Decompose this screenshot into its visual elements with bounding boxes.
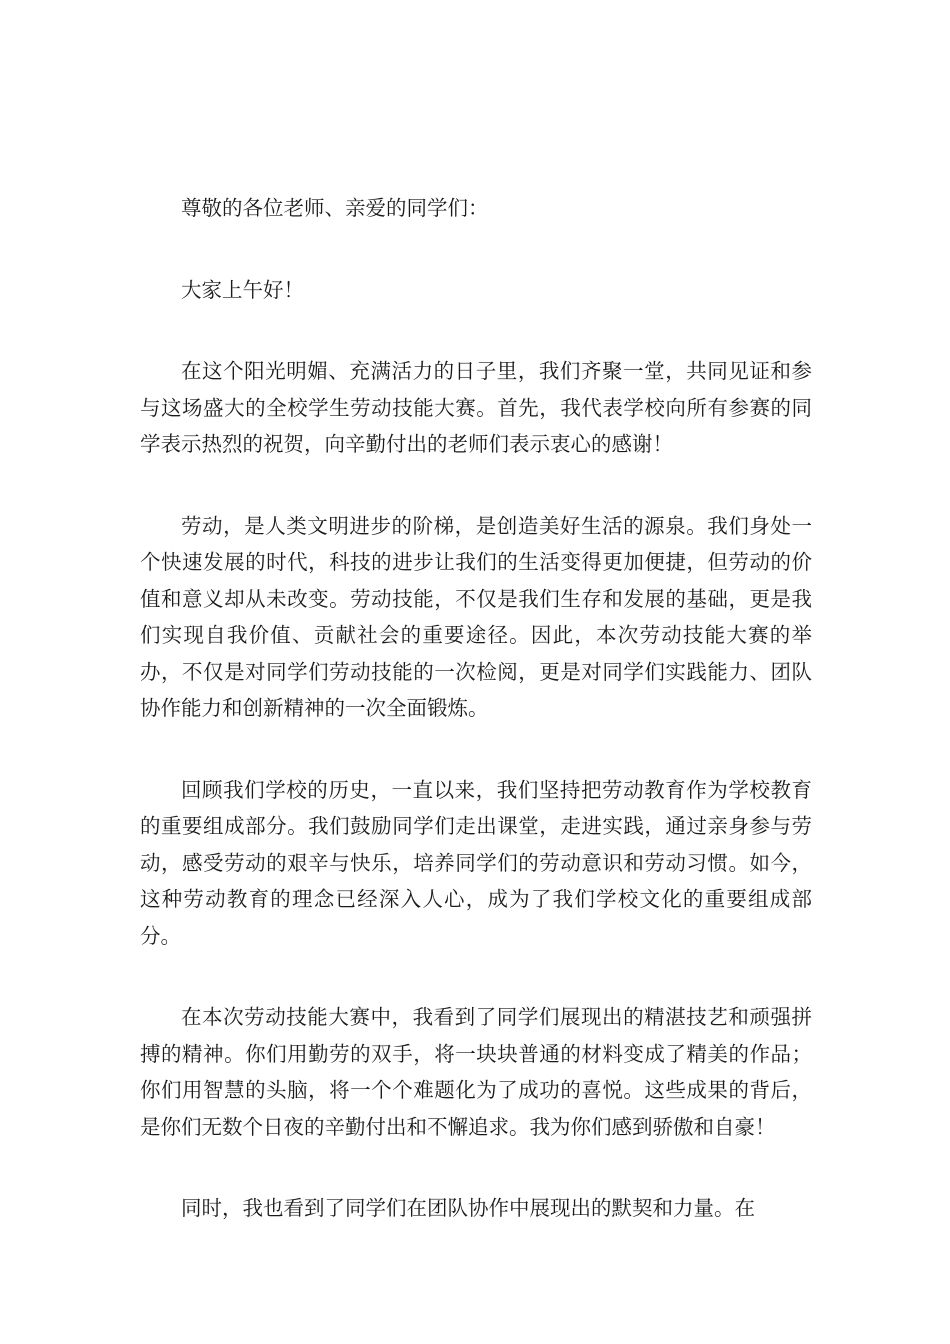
paragraph-opening: 在这个阳光明媚、充满活力的日子里，我们齐聚一堂，共同见证和参与这场盛大的全校学生劳动技能大赛。首先，我代表学校向所有参赛的同学表示热烈的祝贺，向辛勤付出的老师们表示衷心的感谢！ xyxy=(140,359,812,456)
paragraph-labor-value: 劳动，是人类文明进步的阶梯，是创造美好生活的源泉。我们身处一个快速发展的时代，科技的进步让我们的生活变得更加便捷，但劳动的价值和意义却从未改变。劳动技能，不仅是我们生存和发展的基础，更是我们实现自我价值、贡献社会的重要途径。因此，本次劳动技能大赛的举办，不仅是对同学们劳动技能的一次检阅，更是对同学们实践能力、团队协作能力和创新精神的一次全面锻炼。 xyxy=(140,513,812,720)
paragraph-school-history: 回顾我们学校的历史，一直以来，我们坚持把劳动教育作为学校教育的重要组成部分。我们鼓励同学们走出课堂，走进实践，通过亲身参与劳动，感受劳动的艰辛与快乐，培养同学们的劳动意识和劳动习惯。如今，这种劳动教育的理念已经深入人心，成为了我们学校文化的重要组成部分。 xyxy=(140,777,812,948)
greeting: 大家上午好！ xyxy=(181,277,304,302)
speech-body xyxy=(140,190,812,1227)
salutation: 尊敬的各位老师、亲爱的同学们： xyxy=(181,196,489,220)
paragraph-teamwork: 同时，我也看到了同学们在团队协作中展现出的默契和力量。在 xyxy=(181,1196,755,1220)
paragraph-competition: 在本次劳动技能大赛中，我看到了同学们展现出的精湛技艺和顽强拼搏的精神。你们用勤劳的双手，将一块块普通的材料变成了精美的作品；你们用智慧的头脑，将一个个难题化为了成功的喜悦。这些成果的背后，是你们无数个日夜的辛勤付出和不懈追求。我为你们感到骄傲和自豪！ xyxy=(140,1005,812,1139)
